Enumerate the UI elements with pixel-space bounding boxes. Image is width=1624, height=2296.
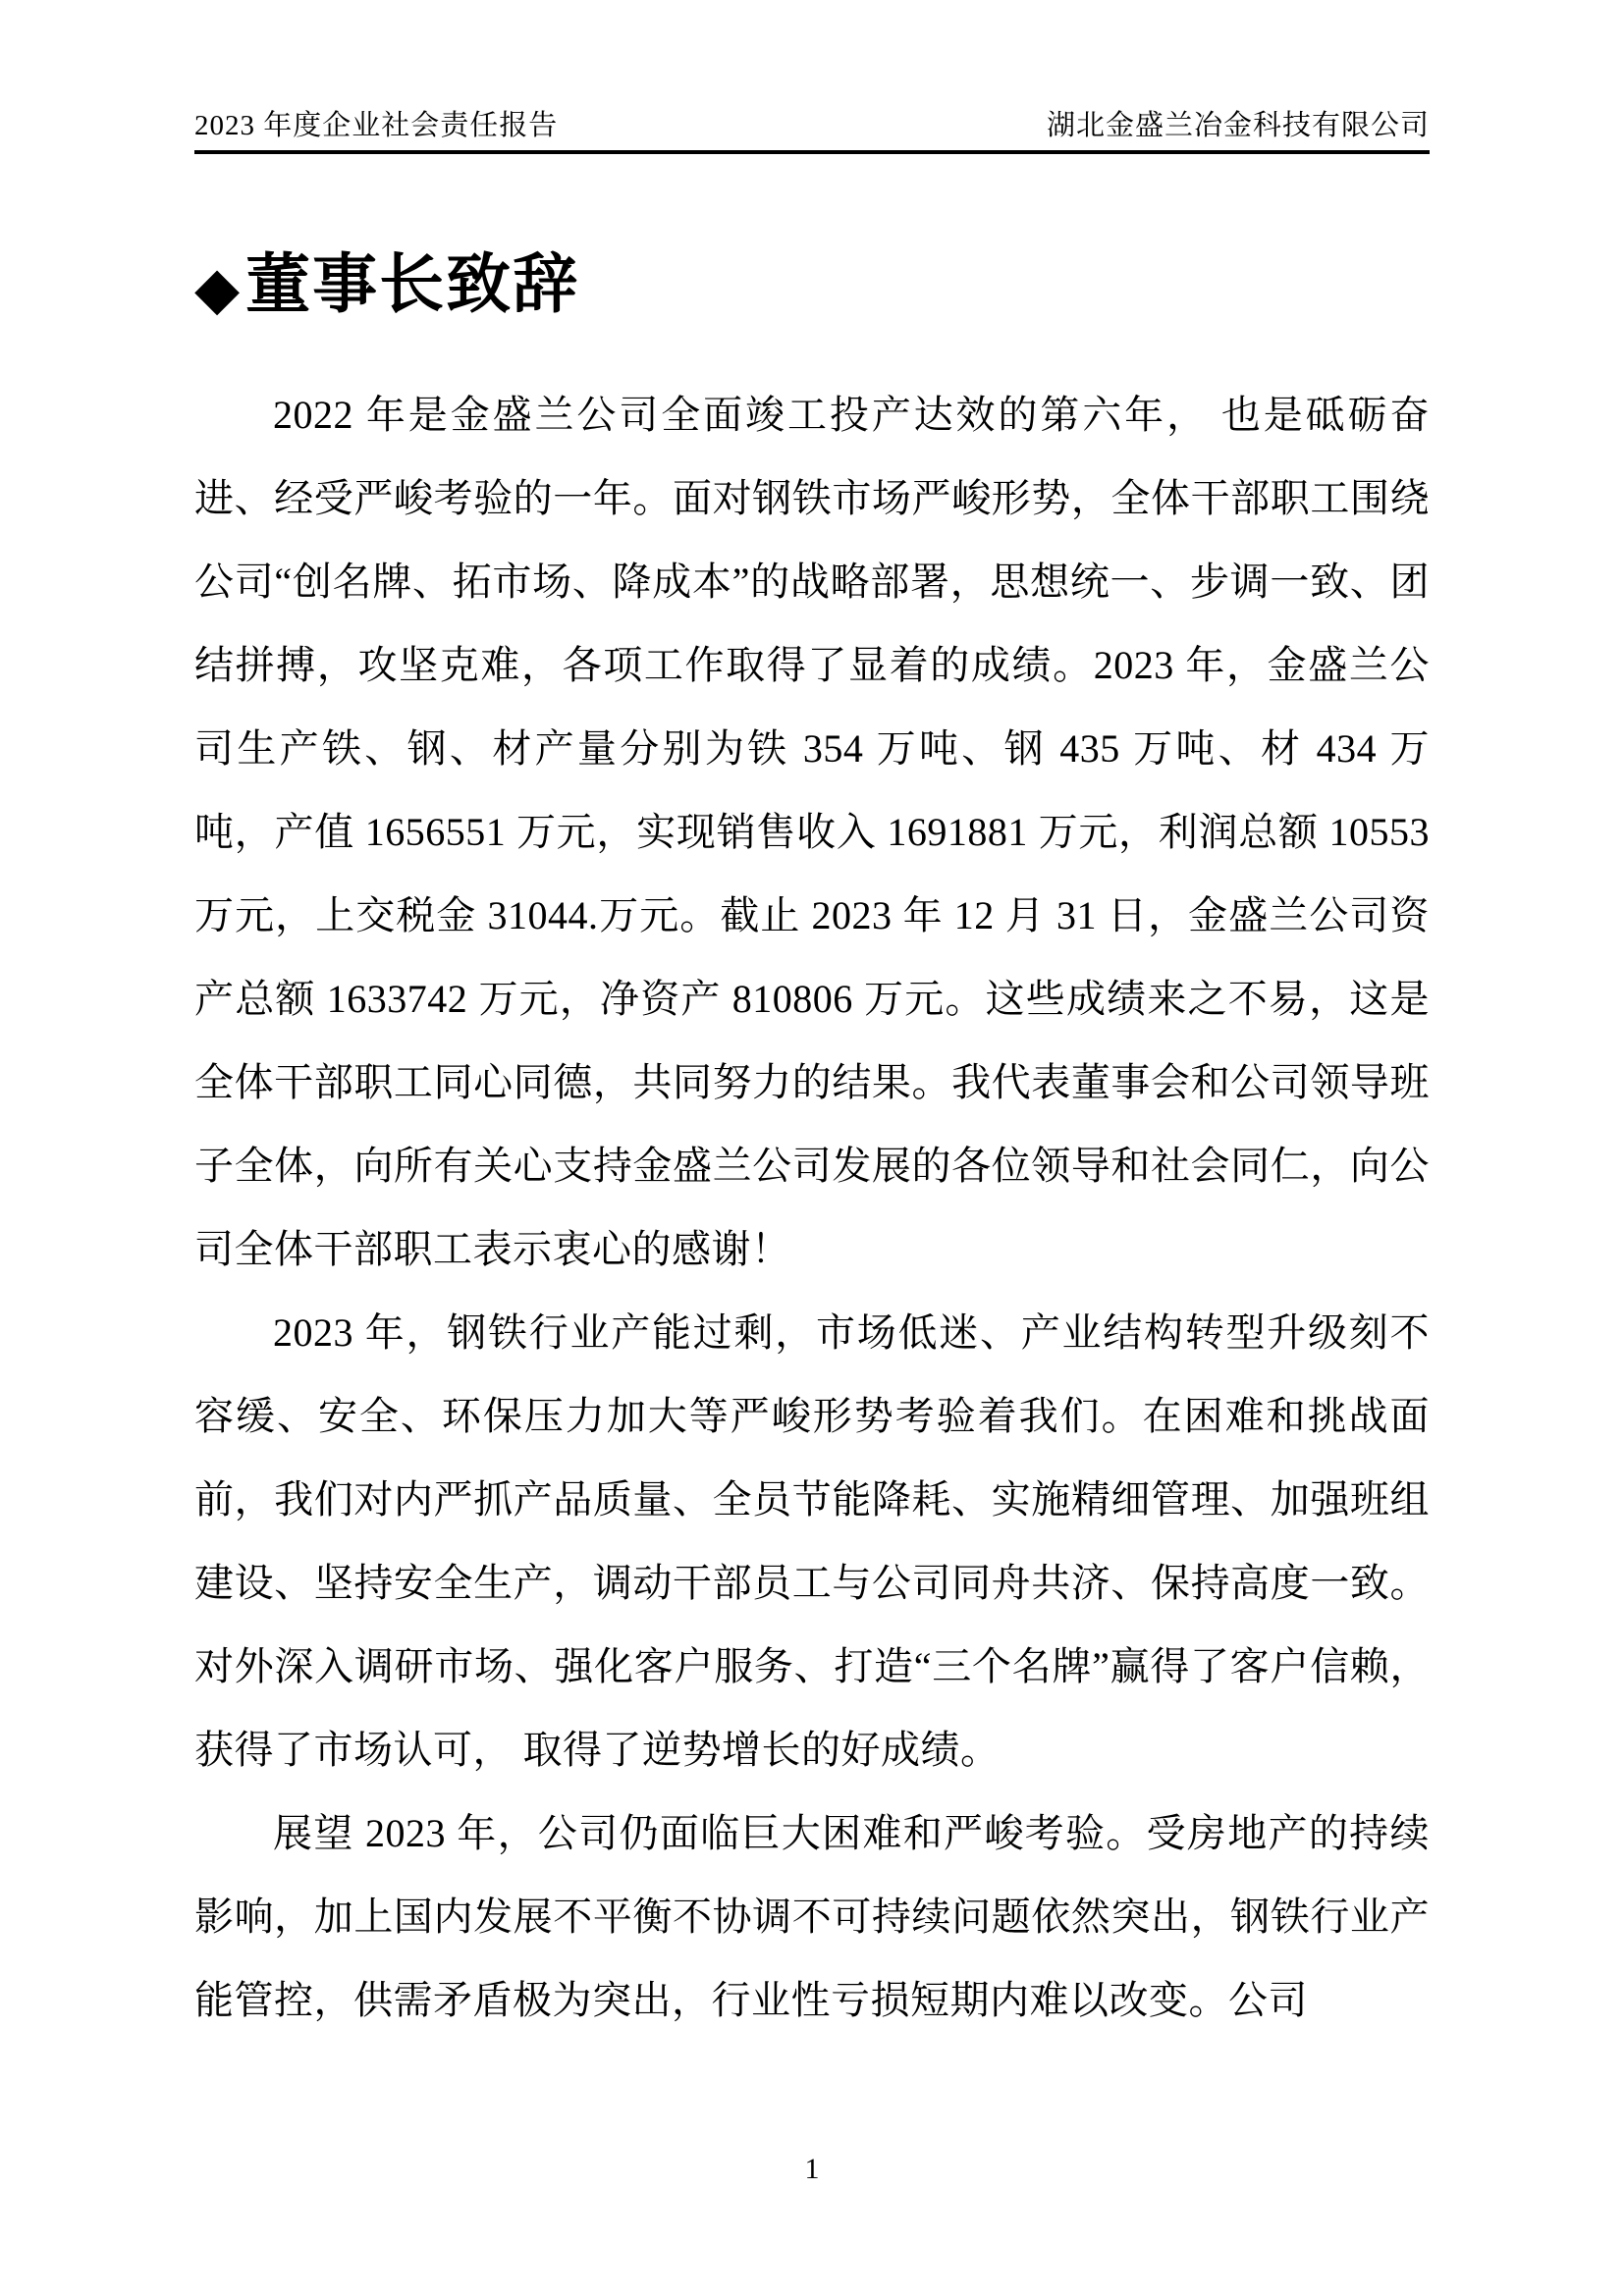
diamond-bullet-icon: ◆ xyxy=(194,255,243,321)
paragraph-3: 展望 2023 年，公司仍面临巨大困难和严峻考验。受房地产的持续影响，加上国内发展不平衡不协调不可持续问题依然突出，钢铁行业产能管控，供需矛盾极为突出，行业性亏损短期内难以改变。公司 xyxy=(194,1810,1430,2022)
page-number: 1 xyxy=(804,2153,820,2185)
document-body xyxy=(194,373,1430,2042)
header-report-title: 2023 年度企业社会责任报告 xyxy=(194,110,559,141)
paragraph-2: 2023 年，钢铁行业产能过剩，市场低迷、产业结构转型升级刻不容缓、安全、环保压力加大等严峻形势考验着我们。在困难和挑战面前，我们对内严抓产品质量、全员节能降耗、实施精细管理、加强班组建设、坚持安全生产，调动干部员工与公司同舟共济、保持高度一致。对外深入调研市场、强化客户服务、打造“三个名牌”赢得了客户信赖，获得了市场认可， 取得了逆势增长的好成绩。 xyxy=(194,1309,1430,1772)
section-title xyxy=(194,250,1430,322)
paragraph-1: 2022 年是金盛兰公司全面竣工投产达效的第六年， 也是砥砺奋进、经受严峻考验的一年。面对钢铁市场严峻形势，全体干部职工围绕公司“创名牌、拓市场、降成本”的战略部署，思想统一、步调一致、团结拼搏，攻坚克难，各项工作取得了显着的成绩。2023 年，金盛兰公司生产铁、钢、材产量分别为铁 354 万吨、钢 435 万吨、材 434 万吨，产值 1656551 万元，实现销售收入 1691881 万元，利润总额 10553 万元，上交税金 31044.万元。截止 2023 年 12 月 31 日，金盛兰公司资产总额 1633742 万元，净资产 810806 万元。这些成绩来之不易，这是全体干部职工同心同德，共同努力的结果。我代表董事会和公司领导班子全体，向所有关心支持金盛兰公司发展的各位领导和社会同仁，向公司全体干部职工表示衷心的感谢！ xyxy=(194,392,1430,1271)
section-title-text: 董事长致辞 xyxy=(245,249,580,322)
page-footer xyxy=(0,2153,1624,2186)
header-company-name: 湖北金盛兰冶金科技有限公司 xyxy=(1046,110,1430,141)
page-header xyxy=(194,110,1430,154)
